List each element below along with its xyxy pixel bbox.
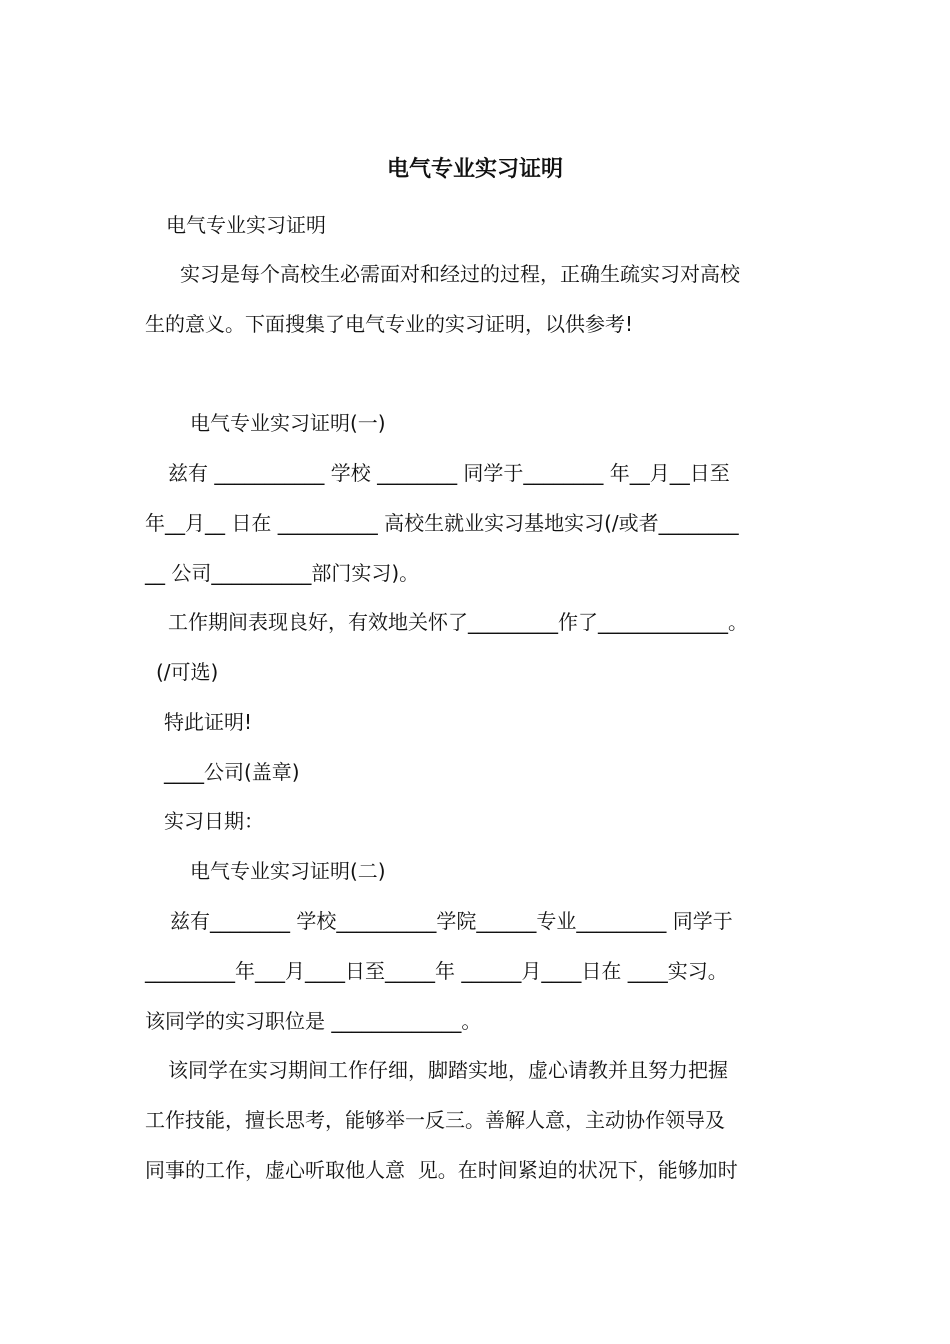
section1-heading: 电气专业实习证明(一) <box>190 411 386 435</box>
section1-line-3: __ 公司__________部门实习)。 <box>145 561 420 585</box>
intro-line-2: 生的意义。下面搜集了电气专业的实习证明，以供参考! <box>145 312 634 336</box>
section2-line-4: 该同学在实习期间工作仔细，脚踏实地，虚心请教并且努力把握 <box>168 1058 728 1082</box>
section1-line-4: 工作期间表现良好，有效地关怀了_________作了_____________。 <box>168 610 748 634</box>
section2-line-3: 该同学的实习职位是 _____________。 <box>145 1009 482 1033</box>
section1-line-7: ____公司(盖章) <box>164 760 300 784</box>
section1-line-8: 实习日期： <box>164 809 264 833</box>
document-subtitle: 电气专业实习证明 <box>166 213 326 237</box>
section1-line-2: 年__月__ 日在 __________ 高校生就业实习基地实习(/或者________ <box>145 511 739 535</box>
intro-line-1: 实习是每个高校生必需面对和经过的过程，正确生疏实习对高校 <box>180 262 740 286</box>
section1-line-5: (/可选) <box>156 660 219 684</box>
section2-line-5: 工作技能，擅长思考，能够举一反三。善解人意，主动协作领导及 <box>145 1108 725 1132</box>
section2-line-6: 同事的工作，虚心听取他人意 见。在时间紧迫的状况下，能够加时 <box>145 1158 738 1182</box>
section2-line-2: _________年___月____日至_____年 ______月____日在 ____实习。 <box>145 959 728 983</box>
section2-heading: 电气专业实习证明(二) <box>190 859 386 883</box>
section1-line-1: 兹有 ___________ 学校 ________ 同学于________ 年__月__日至 <box>168 461 730 485</box>
section1-line-6: 特此证明! <box>164 710 253 734</box>
section2-line-1: 兹有________ 学校__________学院______专业_________ 同学于 <box>170 909 733 933</box>
document-title: 电气专业实习证明 <box>386 157 563 182</box>
